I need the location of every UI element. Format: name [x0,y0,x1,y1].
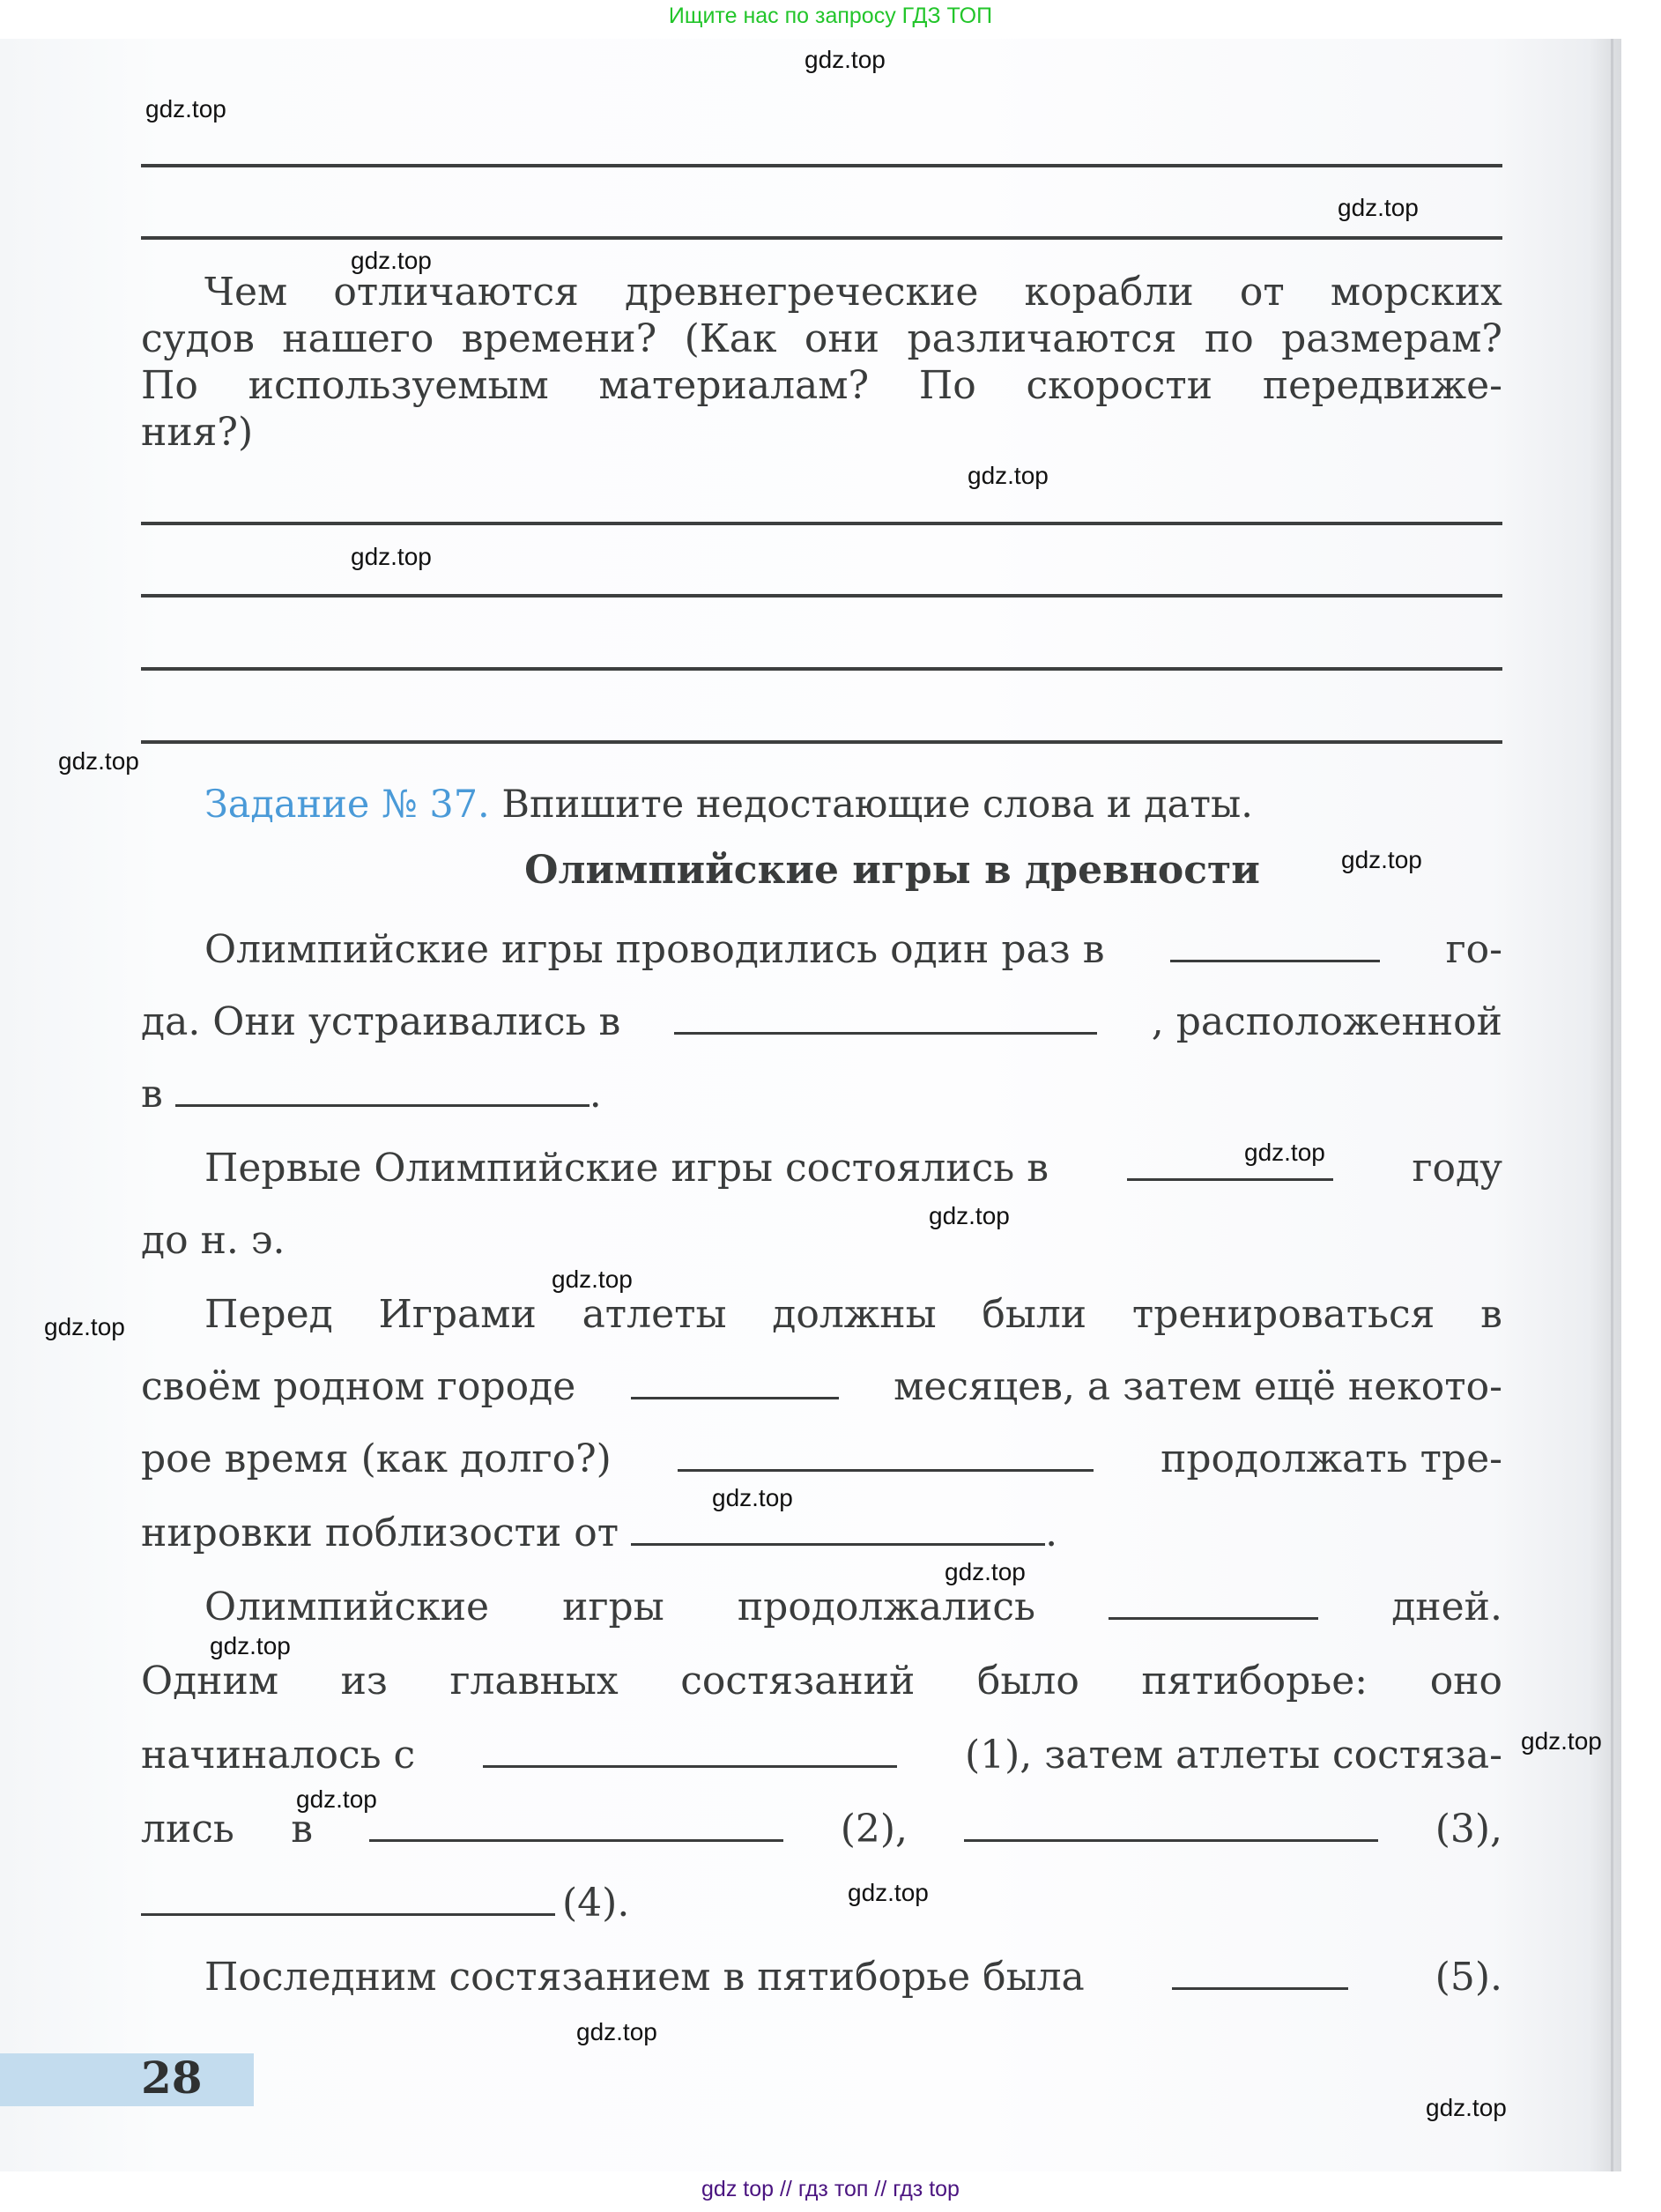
text-word: Перед [204,1292,333,1337]
text-fragment: Первые Олимпийские игры состоялись в [204,1146,1049,1191]
text-fragment: в [291,1807,313,1852]
watermark-text: gdz.top [210,1632,291,1659]
watermark-text: gdz.top [58,747,139,775]
answer-line[interactable] [141,594,1502,598]
fill-blank[interactable] [1170,951,1380,962]
text-fragment: (2), [840,1807,908,1852]
text-word: Играми [378,1292,537,1337]
text-fragment: своём родном городе [141,1364,576,1409]
watermark-text: gdz.top [576,2018,657,2045]
text-fragment: (4). [562,1881,630,1926]
text-fragment: (5). [1435,1955,1502,2000]
text-line [204,1955,1502,2004]
watermark-text: gdz.top [1244,1139,1325,1166]
text-fragment: Олимпийские игры проводились один раз в [204,927,1105,972]
text-fragment: в [141,1072,163,1117]
text-line [141,1436,1502,1486]
fill-blank-3[interactable] [964,1830,1378,1842]
task-title: Олимпийские игры в древности [524,848,1260,893]
answer-line[interactable] [141,522,1502,525]
page-number: 28 [141,2052,203,2104]
question-text [141,269,1502,456]
text-line [141,1733,1502,1782]
watermark-text: gdz.top [552,1266,633,1293]
watermark-text: gdz.top [351,247,432,274]
text-fragment: . [589,1072,602,1117]
text-fragment: начиналось с [141,1733,416,1778]
fill-blank[interactable] [674,1023,1097,1035]
text-line [204,1585,1502,1634]
text-fragment: (3), [1435,1807,1502,1852]
task-instruction: Впишите недостающие слова и даты. [501,783,1253,827]
watermark-text: gdz.top [1338,194,1419,221]
text-word: оно [1429,1659,1502,1704]
text-line [141,1807,1502,1856]
text-line [141,1881,1502,1930]
watermark-text: gdz.top [1521,1727,1602,1755]
text-fragment: году [1412,1146,1502,1191]
text-fragment: да. Они устраивались в [141,999,621,1044]
fill-blank[interactable] [678,1460,1094,1472]
text-fragment: рое время (как долго?) [141,1436,612,1481]
watermark-text: gdz.top [296,1785,377,1813]
text-word: должны [772,1292,937,1337]
fill-blank-4[interactable] [141,1904,555,1916]
text-line [141,1072,1502,1121]
text-fragment: продолжать тре- [1160,1436,1502,1481]
text-fragment: . [1045,1511,1058,1555]
page-spine-edge [1611,39,1613,2171]
text-word: были [982,1292,1087,1337]
text-fragment: (1), затем атлеты состяза- [964,1733,1502,1778]
text-line [141,1218,1502,1267]
watermark-text: gdz.top [712,1484,793,1511]
text-fragment: лись [141,1807,234,1852]
text-fragment: , расположенной [1151,999,1502,1044]
fill-blank-2[interactable] [369,1830,783,1842]
text-line [141,999,1502,1049]
question-line: ния?) [141,410,254,455]
watermark-text: gdz.top [968,462,1049,489]
text-word: атлеты [582,1292,727,1337]
footer-watermark: gdz top // гдз топ // гдз top [701,2177,960,2201]
fill-blank[interactable] [631,1388,839,1399]
watermark-text: gdz.top [929,1202,1010,1229]
text-fragment: до н. э. [141,1218,285,1263]
watermark-text: gdz.top [945,1558,1026,1585]
answer-line [141,236,1502,240]
watermark-text: gdz.top [848,1879,929,1906]
fill-blank-1[interactable] [483,1756,897,1768]
text-word: продолжались [737,1585,1035,1629]
text-line [141,1659,1502,1708]
fill-blank-5[interactable] [1172,1978,1348,1990]
watermark-text: gdz.top [1426,2094,1507,2121]
question-line: Чем отличаются древнегреческие корабли от морских [204,270,1502,315]
answer-line[interactable] [141,667,1502,671]
text-line [204,927,1502,976]
fill-blank[interactable] [631,1534,1045,1546]
fill-blank[interactable] [1109,1608,1318,1620]
answer-line [141,164,1502,167]
question-line: судов нашего времени? (Как они различаются по размерам? [141,316,1502,361]
task-number: Задание № 37. [204,783,490,827]
text-fragment: нировки поблизости от [141,1511,619,1555]
watermark-text: gdz.top [351,543,432,570]
text-word: пятиборье: [1141,1659,1368,1704]
text-word: главных [449,1659,619,1704]
text-word: из [340,1659,388,1704]
text-line [204,1292,1502,1341]
text-fragment: Последним состязанием в пятиборье была [204,1955,1085,2000]
text-fragment: го- [1445,927,1502,972]
page-number-tab [0,2053,254,2106]
text-word: в [1480,1292,1502,1337]
text-word: состязаний [680,1659,916,1704]
answer-line[interactable] [141,740,1502,744]
task-heading [204,783,1253,827]
text-word: игры [562,1585,664,1629]
text-word: Одним [141,1659,279,1704]
text-line [141,1511,1502,1560]
watermark-text: gdz.top [145,95,226,122]
text-word: было [976,1659,1079,1704]
text-word: Олимпийские [204,1585,490,1629]
text-line [141,1364,1502,1414]
text-word: тренироваться [1131,1292,1435,1337]
text-fragment: дней. [1391,1585,1502,1629]
watermark-text: gdz.top [805,46,886,73]
fill-blank[interactable] [1127,1169,1333,1181]
watermark-text: gdz.top [1341,846,1422,873]
search-banner: Ищите нас по запросу ГДЗ ТОП [668,4,993,28]
question-line: По используемым материалам? По скорости передвиже- [141,363,1502,408]
watermark-text: gdz.top [44,1313,125,1340]
text-fragment: месяцев, а затем ещё некото- [894,1364,1502,1409]
fill-blank[interactable] [175,1095,590,1107]
